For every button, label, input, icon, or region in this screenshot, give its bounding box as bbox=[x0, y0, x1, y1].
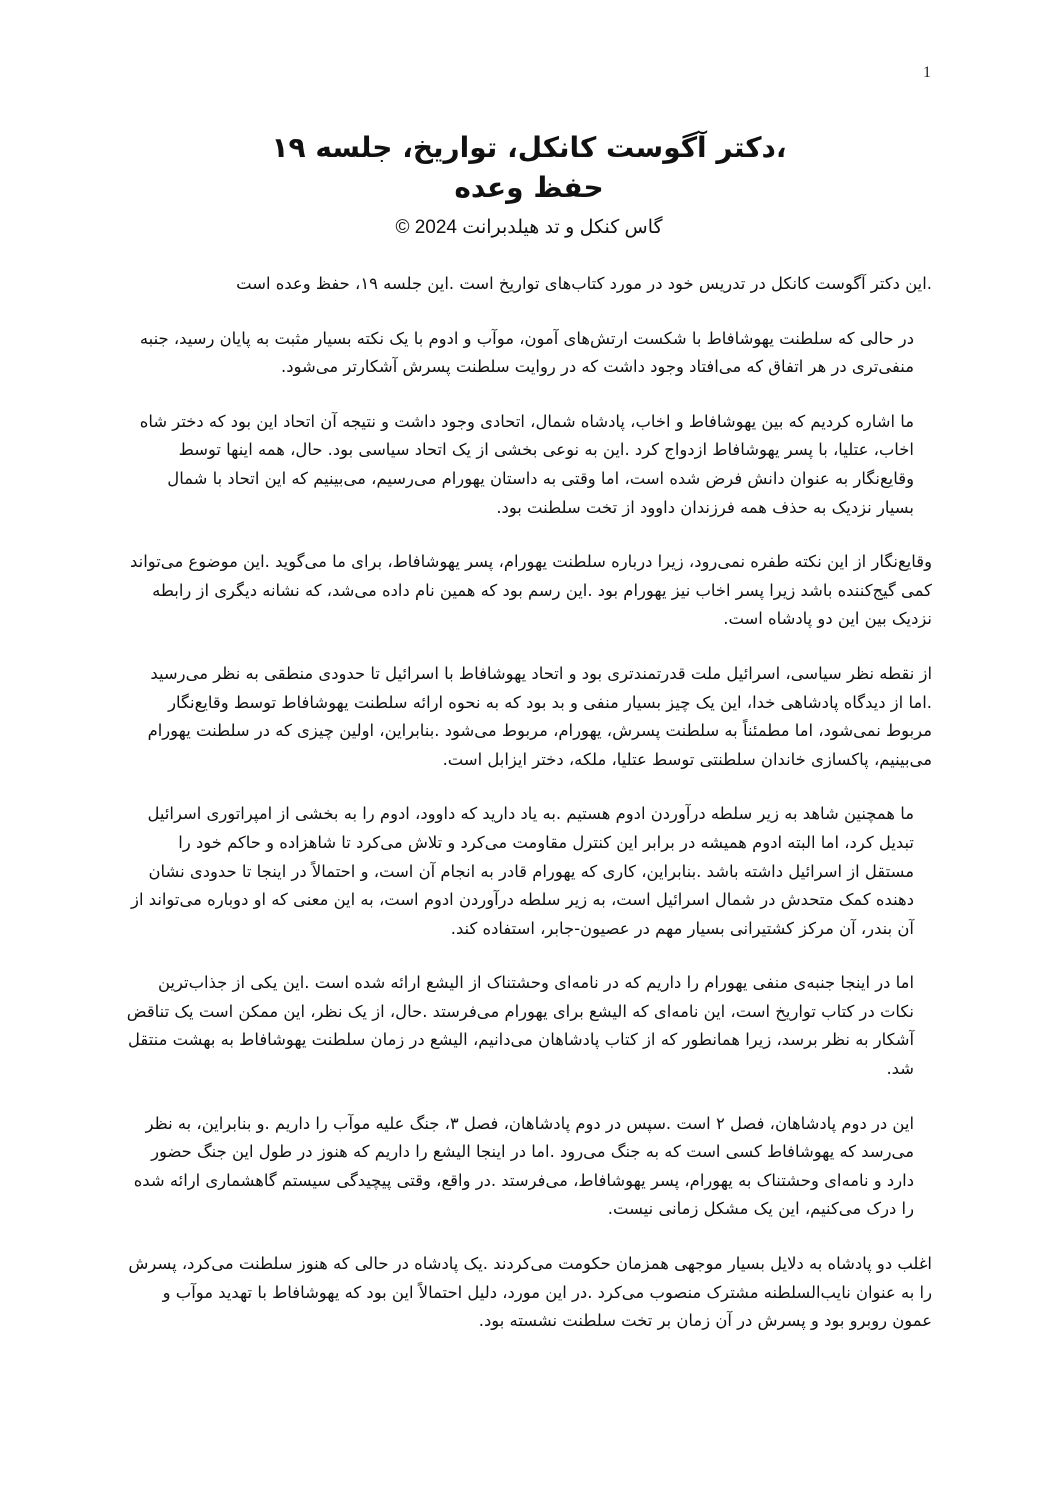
paragraph: این در دوم پادشاهان، فصل ۲ است .سپس در دوم پادشاهان، فصل ۳، جنگ علیه موآب را داریم .و بنابراین، به نظر می‌رسد که یهوشافاط کسی است که به جنگ می‌رود .اما در اینجا الیشع را داریم که هنوز در طول این جنگ حضور دارد و نامه‌ای وحشتناک به یهورام، پسر یهوشافاط، می‌فرستد .در واقع، وقتی پیچیدگی سیستم گاهشماری ارائه شده را درک می‌کنیم، این یک مشکل زمانی نیست. bbox=[133, 1113, 914, 1219]
paragraph: از نقطه نظر سیاسی، اسرائیل ملت قدرتمندتری بود و اتحاد یهوشافاط با اسرائیل تا حدودی منطقی به نظر می‌رسید .اما از دیدگاه پادشاهی خدا، این یک چیز بسیار منفی و بد بود که به نحوه ارائه سلطنت یهوشافاط توسط وقایع‌نگار مربوط نمی‌شود، اما مطمئناً به سلطنت پسرش، یهورام، مربوط می‌شود .بنابراین، اولین چیزی که در سلطنت یهورام می‌بینیم، پاکسازی خاندان سلطنتی توسط عتلیا، ملکه، دختر ایزابل است. bbox=[147, 663, 932, 769]
document-header bbox=[120, 128, 938, 242]
copyright-notice: گاس کنکل و تد هیلدبرانت 2024 © bbox=[395, 217, 663, 238]
paragraph: اما در اینجا جنبه‌ی منفی یهورام را داریم که در نامه‌ای وحشتناک از الیشع ارائه شده است .این یکی از جذاب‌ترین نکات در کتاب تواریخ است، این نامه‌ای که الیشع برای یهورام می‌فرستد .حال، از یک نظر، این ممکن است یک تناقض آشکار به نظر برسد، زیرا همانطور که از کتاب پادشاهان می‌دانیم، الیشع در زمان سلطنت یهوشافاط به بهشت منتقل شد. bbox=[126, 973, 914, 1079]
paragraph: در حالی که سلطنت یهوشافاط با شکست ارتش‌های آمون، موآب و ادوم با یک نکته بسیار مثبت به پایان رسید، جنبه منفی‌تری در هر اتفاق که می‌افتاد وجود داشت که در روایت سلطنت پسرش آشکارتر می‌شود. bbox=[139, 328, 914, 377]
document-title-line-1: ،دکتر آگوست کانکل، تواریخ، جلسه ۱۹ bbox=[271, 131, 787, 164]
paragraph: ما اشاره کردیم که بین یهوشافاط و اخاب، پادشاه شمال، اتحادی وجود داشت و نتیجه آن اتحاد این بود که دختر شاه اخاب، عتلیا، با پسر یهوشافاط ازدواج کرد .این به نوعی بخشی از یک اتحاد سیاسی بود. حال، همه اینها توسط وقایع‌نگار به عنوان دانش فرض شده است، اما وقتی به داستان یهورام می‌رسیم، می‌بینیم که این اتحاد با شمال بسیار نزدیک به حذف همه فرزندان داوود از تخت سلطنت بود. bbox=[139, 411, 914, 517]
paragraph: اغلب دو پادشاه به دلایل بسیار موجهی همزمان حکومت می‌کردند .یک پادشاه در حالی که هنوز سلطنت می‌کرد، پسرش را به عنوان نایب‌السلطنه مشترک منصوب می‌کرد .در این مورد، دلیل احتمالاً این بود که یهوشافاط با تهدید موآب و عمون روبرو بود و پسرش در آن زمان بر تخت سلطنت نشسته بود. bbox=[128, 1254, 932, 1331]
document-title-line-2: حفظ وعده bbox=[454, 171, 604, 204]
paragraph: ما همچنین شاهد به زیر سلطه درآوردن ادوم هستیم .به یاد دارید که داوود، ادوم را به بخشی از امپراتوری اسرائیل تبدیل کرد، اما البته ادوم همیشه در برابر این کنترل مقاومت می‌کرد و تلاش می‌کرد تا شاهزاده و حاکم خود را مستقل از اسرائیل داشته باشد .بنابراین، کاری که یهورام قادر به انجام آن است، و احتمالاً در اینجا تا حدودی نشان دهنده کمک متحدش در شمال اسرائیل است، به زیر سلطه درآوردن ادوم است، به این معنی که او دوباره می‌تواند از آن بندر، آن مرکز کشتیرانی بسیار مهم در عصیون-جابر، استفاده کند. bbox=[131, 804, 914, 938]
paragraph: وقایع‌نگار از این نکته طفره نمی‌رود، زیرا درباره سلطنت یهورام، پسر یهوشافاط، برای ما می‌گوید .این موضوع می‌تواند کمی گیج‌کننده باشد زیرا پسر اخاب نیز یهورام بود .این رسم بود که همین نام داده می‌شد، که نشانه دیگری از رابطه نزدیک بین این دو پادشاه است. bbox=[130, 552, 932, 629]
document-body bbox=[126, 270, 932, 1362]
paragraph-intro: .این دکتر آگوست کانکل در تدریس خود در مورد کتاب‌های تواریخ است .این جلسه ۱۹، حفظ وعده است bbox=[236, 274, 932, 293]
page-number: 1 bbox=[923, 64, 931, 81]
